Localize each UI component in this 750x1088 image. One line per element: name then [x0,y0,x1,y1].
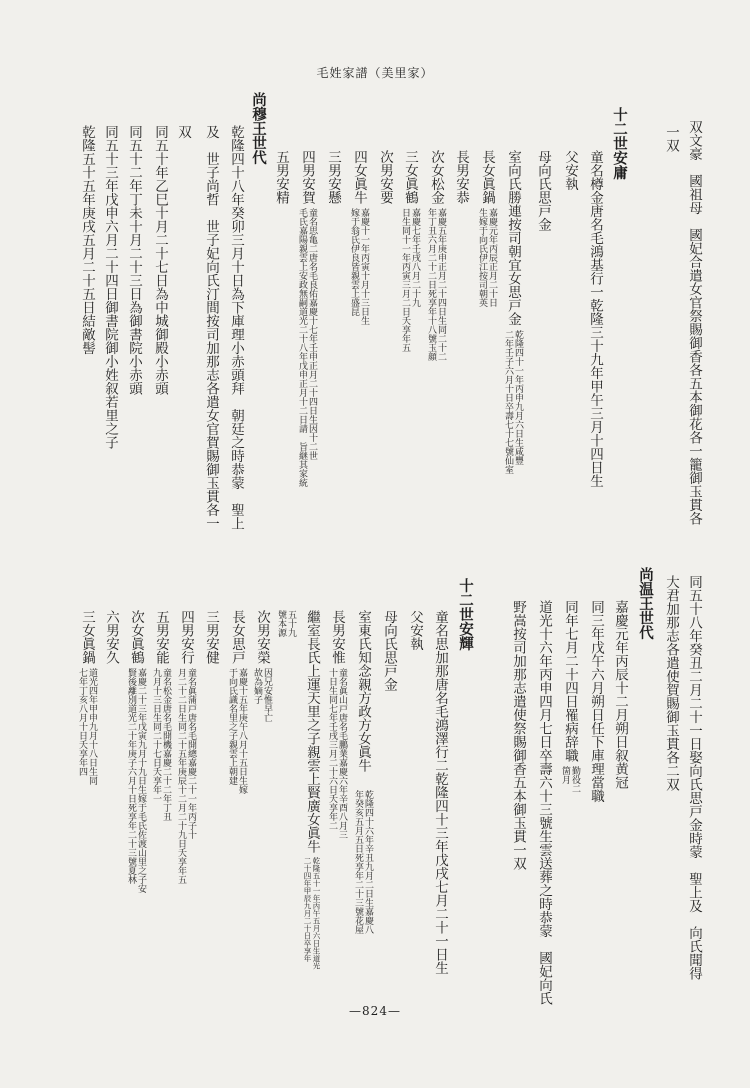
annotation-line: 生嫁于向氏伊江按司朝英 [477,208,487,307]
annotation-line: 嘉慶五年庚申正月二十四日生同二十二 [436,208,446,361]
annotation-line: 毛氏嘉陽親雲上安政無嗣道光二十八年戊申正月十二日請 旨継其家統 [297,208,307,487]
entry-annotation [327,668,347,839]
annotation-line: 二十四年甲辰九月二十日卒享年 [303,857,312,962]
entry-annotation [503,330,523,474]
entry-annotation [126,668,146,893]
reign-heading: 尚穆王世代 [250,92,267,165]
entry-annotation [77,668,97,785]
annotation-line: 童名思亀二唐名毛良佑嘉慶十七年壬申正月二十四日生因十二世 [307,208,317,460]
career-line: 野嵩按司加那志遣使祭賜御香五本御玉貫一双 [510,600,526,870]
annotation-line: 日生同十一年丙寅三月二日夭享年五 [400,208,410,352]
continuation-line: 同五十八年癸丑二月二十一日娶向氏思戸金時蒙 聖上及 向氏聞得 [686,575,702,980]
genealogy-entry: 童名思加那唐名毛鴻澤行二乾隆四十三年戊戌七月二十一日生 [432,610,448,975]
annotation-line: 號本源 [276,610,286,637]
genealogy-entry: 室向氏勝連按司朝宜女思戸金 [505,150,521,326]
genealogy-entry: 長女思戸 [229,610,245,664]
genealogy-entry: 四男安行 [178,610,194,664]
annotation-line: 嘉慶二十三年戊寅九月十九日生嫁于毛氏佐渡山里之子安 [136,668,146,893]
continuation-line: 双文豪 國祖母 國妃合遣女官祭賜御香各五本御花各一籠御玉貫各 [686,120,702,525]
career-line: 同三年戊午六月朔日任下庫理當職 [588,600,604,803]
annotation-line: 九月十三日生同二十七日夭享年一 [151,668,161,803]
genealogy-entry: 五男安能 [153,610,169,664]
genealogy-entry: 三男安懸 [325,150,341,204]
genealogy-entry: 母向氏思戸金 [381,610,397,691]
annotation-line: 七年丁亥八月十日夭享年四 [77,668,87,776]
genealogy-entry: 長女眞鍋 [479,150,495,204]
annotation-line: 乾隆四十六年辛丑九月二日生嘉慶八 [363,790,373,934]
genealogy-entry: 室東氏知念親方政方女眞牛 [355,610,371,772]
entry-annotation [227,668,247,794]
genealogy-entry: 母向氏思戸金 [535,150,551,231]
entry-annotation [400,208,420,352]
genealogy-entry: 五男安精 [273,150,289,204]
annotation-line: 乾隆五十一年丙午五月六日生道光 [312,857,321,970]
annotation-line: 賢後離別道光二十年庚子六月十日死享年二十三號夏林 [126,668,136,884]
career-line: 双 [175,125,191,139]
career-line: 同五十年乙巳十月二十七日為中城御殿小赤頭 [152,125,168,395]
page-number: —824— [349,1004,401,1018]
entry-annotation-continued [276,610,296,637]
annotation-line: 嘉慶十五年庚午八月十五日生嫁 [237,668,247,794]
career-line: 道光十六年丙申四月七日卒壽六十三號生雲送葬之時恭蒙 國妃向氏 [536,600,552,1005]
genealogy-entry: 四女眞牛 [351,150,367,204]
entry-annotation [176,668,196,884]
genealogy-entry: 三女眞鍋 [79,610,95,664]
annotation-line: 童名眞蒲戸唐名毛開總嘉慶二十一年丙子十 [186,668,196,839]
generation-heading: 十二世安庸 [611,107,628,180]
annotation-line: 嘉慶元年丙辰正月二十日 [487,208,497,307]
genealogy-entry: 四男安賀 [299,150,315,204]
genealogy-entry: 長男安恭 [453,150,469,204]
continuation-line: 大君加那志各遣使賀賜御玉貫各二双 [663,575,679,791]
annotation-line: 因兄安惟早亡 [262,668,272,722]
annotation-line: 二年壬子六月十日卒壽七十七號仙室 [503,330,513,474]
genealogy-entry: 次女松金 [428,150,444,204]
entry-annotation [560,766,580,793]
annotation-line: 箇月 [560,766,570,784]
genealogy-entry: 童名樽金唐名毛鴻基行一乾隆三十九年甲午三月十四日生 [587,150,603,488]
annotation-line: 故為嫡子 [252,668,262,704]
annotation-line: 童名松金唐名毛開機嘉慶二十二年丁丑 [161,668,171,821]
running-header: 毛姓家譜（美里家） [316,66,434,80]
annotation-line: 月二十二日生同二十五年庚辰十二月二十九日夭享年五 [176,668,186,884]
genealogy-entry: 次男安要 [377,150,393,204]
career-line: 及 世子尚哲 世子妃向氏汀間按司加那志各遣女官賀賜御玉貫各一 [203,125,219,530]
entry-annotation [426,208,446,361]
annotation-line: 嘉慶七年壬戌八月二十九 [410,208,420,307]
genealogy-entry: 繼室長氏上運天里之子親雲上賢廣女眞牛 [304,610,320,853]
entry-annotation [297,208,317,487]
reign-heading: 尚温王世代 [637,567,654,640]
career-line: 乾隆五十五年庚戌五月二十五日結敵髻 [79,125,95,355]
entry-annotation [252,668,272,722]
genealogy-entry: 父安執 [407,610,423,651]
genealogy-entry: 六男安久 [103,610,119,664]
annotation-line: 道光四年甲申九月十八日生同 [87,668,97,785]
career-line: 乾隆四十八年癸卯三月十日為下庫理小赤頭拜 朝廷之時恭蒙 聖上 [228,125,244,530]
entry-annotation [151,668,171,821]
entry-annotation [353,790,373,934]
career-line: 同五十二年丁未十月二十三日為御書院小赤頭 [126,125,142,395]
career-line: 同年七月二十四日罹病辞職 [562,600,578,762]
annotation-line: 于向氏識名里之子親雲上朝建 [227,668,237,785]
annotation-line: 嘉慶十一年丙寅十月十三日生 [359,208,369,325]
annotation-line: 年癸亥五月五日死享年二十三號花屋 [353,790,363,934]
annotation-line: 嫁于翁氏伊良皆親雲上盛昆 [349,208,359,316]
genealogy-entry: 三男安健 [203,610,219,664]
genealogy-entry: 次女眞鶴 [128,610,144,664]
annotation-line: 五十九 [286,610,296,637]
genealogy-entry: 次男安榮 [254,610,270,664]
career-line: 同五十三年戊申六月二十四日御書院御小姓叙若里之子 [102,125,118,449]
continuation-line: 一双 [663,125,679,152]
career-line: 嘉慶元年丙辰十二月朔日叙黄冠 [612,600,628,789]
genealogy-entry: 三女眞鶴 [402,150,418,204]
entry-annotation [477,208,497,307]
genealogy-entry: 父安執 [562,150,578,191]
annotation-line: 勤役二 [570,766,580,793]
annotation-line: 童名眞山戸唐名毛鵬業嘉慶六年辛酉八月三 [337,668,347,839]
annotation-line: 年丁丑六月二十二日死享年十八號玉顔 [426,208,436,361]
generation-heading: 十二世安輝 [457,578,474,651]
annotation-line: 十日生同七年壬戌三月二十六日夭享年二 [327,668,337,830]
entry-annotation [303,857,321,970]
annotation-line: 乾隆四十一年丙申九月六日生咸豐 [513,330,523,465]
entry-annotation [349,208,369,325]
genealogy-entry: 長男安惟 [329,610,345,664]
